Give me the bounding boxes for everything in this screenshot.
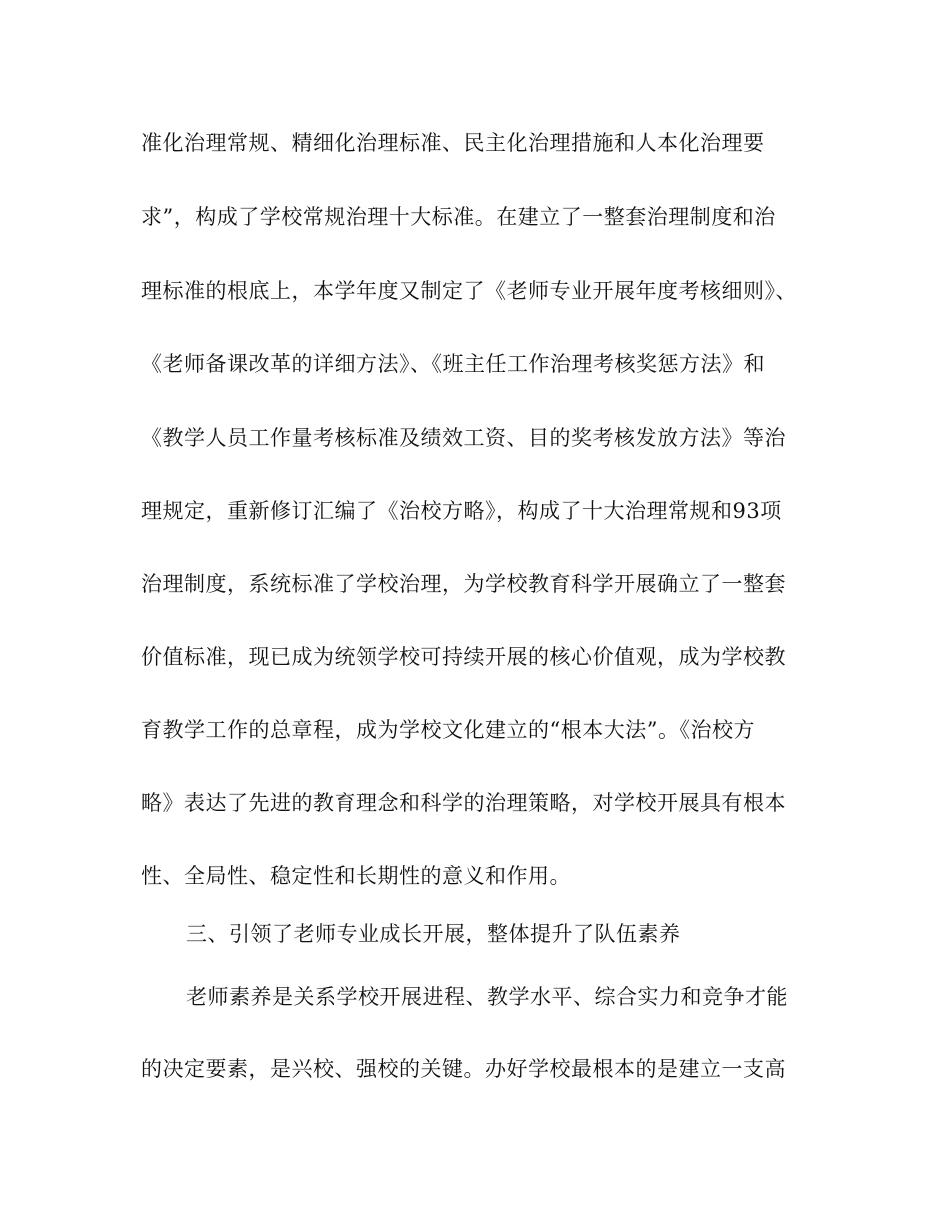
paragraph-line: 老师素养是关系学校开展进程、教学水平、综合实力和竞争才能 (186, 985, 788, 1009)
paragraph-line: 治理制度，系统标准了学校治理，为学校教育科学开展确立了一整套 (141, 572, 786, 596)
section-heading: 三、引领了老师专业成长开展，整体提升了队伍素养 (186, 922, 681, 946)
paragraph-line: 《老师备课改革的详细方法》、《班主任工作治理考核奖惩方法》和 (141, 352, 765, 376)
paragraph-line: 育教学工作的总章程，成为学校文化建立的“根本大法”。《治校方 (141, 718, 755, 742)
paragraph-line: 准化治理常规、精细化治理标准、民主化治理措施和人本化治理要 (141, 131, 765, 155)
paragraph-line: 理标准的根底上，本学年度又制定了《老师专业开展年度考核细则》、 (141, 279, 797, 303)
paragraph-line: 性、全局性、稳定性和长期性的意义和作用。 (141, 864, 571, 888)
paragraph-line: 略》表达了先进的教育理念和科学的治理策略，对学校开展具有根本 (141, 791, 786, 815)
paragraph-line: 理规定，重新修订汇编了《治校方略》，构成了十大治理常规和93项 (141, 499, 782, 523)
paragraph-line: 求”，构成了学校常规治理十大标准。在建立了一整套治理制度和治 (141, 205, 776, 229)
paragraph-line: 价值标准，现已成为统领学校可持续开展的核心价值观，成为学校教 (141, 645, 786, 669)
paragraph-line: 《教学人员工作量考核标准及绩效工资、目的奖考核发放方法》等治 (141, 426, 786, 450)
paragraph-line: 的决定要素，是兴校、强校的关键。办好学校最根本的是建立一支高 (141, 1057, 786, 1081)
